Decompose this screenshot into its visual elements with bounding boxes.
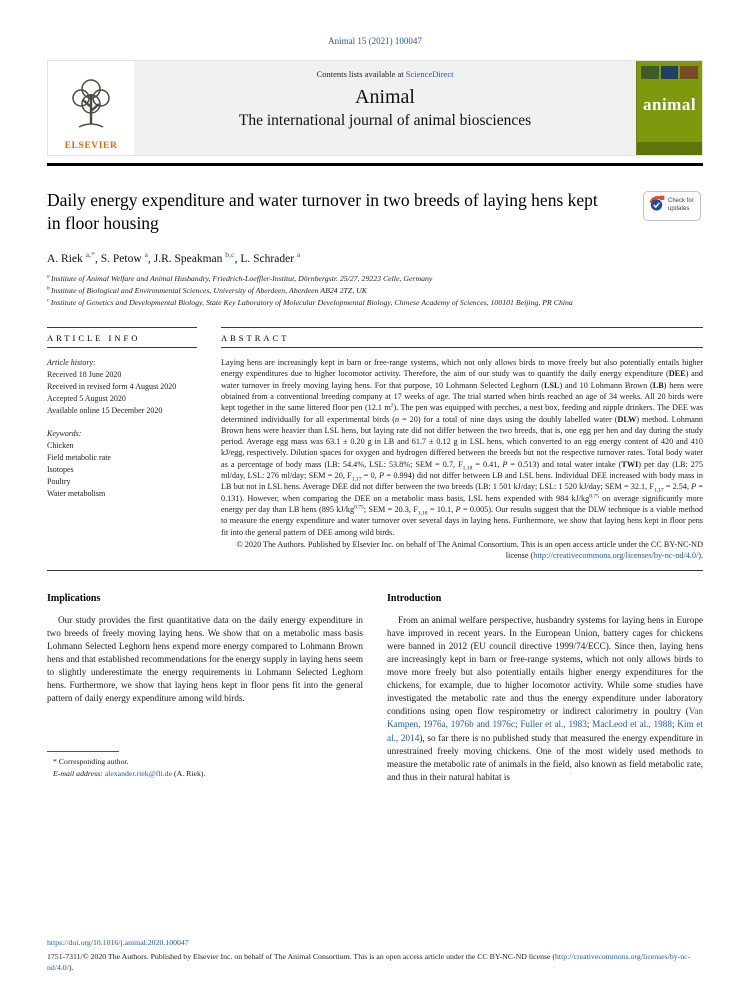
- inline-link[interactable]: MacLeod et al., 1988: [592, 719, 672, 730]
- elsevier-tree-icon: [68, 76, 114, 139]
- keywords-label: Keywords:: [47, 428, 82, 438]
- cover-title: animal: [643, 95, 697, 114]
- elsevier-logo[interactable]: [48, 61, 134, 155]
- elsevier-wordmark: ELSEVIER: [64, 141, 118, 151]
- cover-bottom-band: [637, 142, 702, 155]
- inline-link[interactable]: Kim et al., 2014: [387, 719, 704, 743]
- keyword: Field metabolic rate: [47, 452, 111, 462]
- article-info-column: [47, 327, 197, 562]
- check-for-updates-label: Check for updates: [668, 198, 694, 212]
- banner-center: [134, 61, 636, 155]
- inline-link[interactable]: Fuller et al., 1983: [520, 719, 587, 730]
- corresponding-author-footnote: [47, 751, 363, 780]
- journal-header-banner: [47, 60, 703, 156]
- check-for-updates-button[interactable]: [643, 191, 701, 221]
- right-column: [387, 593, 703, 784]
- affiliations: [47, 273, 703, 309]
- affiliation-b: $^b$ Institute of Biological and Environmental Sciences, University of Aberdeen, Aberdeen AB24 2TZ, UK: [47, 285, 367, 295]
- journal-citation-link[interactable]: Animal 15 (2021) 100047: [328, 36, 422, 46]
- article-info-heading: ARTICLE INFO: [47, 327, 197, 348]
- inline-link[interactable]: Van Kampen, 1976a, 1976b and 1976c: [387, 706, 703, 730]
- affiliation-c: $^c$ Institute of Genetics and Developmental Biology, State Key Laboratory of Molecular Developmental Biology, Chinese Academy of Sciences, 100101 Beijing, PR China: [47, 297, 573, 307]
- abstract-text: Laying hens are increasingly kept in barn or free-range systems, which not only allows birds to move freely but also potentially entails higher energy expenditures due to higher locomotor activity. Therefore, the aim of our study was to quantify the daily energy expenditure (DEE) and water turnover in freely moving laying hens. For that purpose, 10 Lohmann Selected Leghorn (LSL) and 10 Lohmann Brown (LB) hens were obtained from a conventional breeding company at 17 weeks of age. The trial started when birds reached an age of 34 weeks. All 20 birds were kept together in the same littered floor pen (12.1 $m^2$). The pen was equipped with perches, a nest box, feeding and nipple drinkers. The DEE was determined individually for all experimental birds (n = 20) for a total of nine days using the doubly labelled water (DLW) method. Lohmann Brown hens were heavier than LSL hens, but laying rate did not differ between the two breeds, that is, one egg per hen and day during the study period. Average egg mass was 63.1 ± 0.20 g in LB and 61.7 ± 0.12 g in LSL hens, which converted to an egg energy content of 420 and 410 kJ/egg, respectively. Dilution spaces for oxygen and hydrogen differed between the breeds but not the respective turnover rates. Total body water as a percentage of body mass (LB: 54.4%, LSL: 53.8%; SEM = 0.7, $F_{1,18} = 0.41$, P = 0.513) and total water intake (TWI) per day (LB: 275 ml/day, LSL: 276 ml/day; SEM = 20, $F_{1,17} = 0$, P = 0.994) did not differ between LB and LSL hens. Individual DEE increased with body mass in LB but not in LSL hens. Average DEE did not differ between the two breeds (LB: 1 501 kJ/day; LSL: 1 520 kJ/day; SEM = 32.1, $F_{1,17} = 2.54$, P = 0.131). However, when comparing the DEE on a metabolic mass basis, LSL hens expended with 984 $kJ/kg^{0.75}$ on average significantly more energy per day than LB hens (895 $kJ/kg^{0.75}$; SEM = 20.3, $F_{1,18} = 10.1$, P = 0.005). Our results suggest that the DLW technique is a viable method to measure the energy expenditure and water turnover over several days in laying hens. Furthermore, we show that laying hens kept in floor pens fit into the general pattern of DEE among wild birds.: [221, 357, 704, 537]
- keyword: Poultry: [47, 476, 71, 486]
- inline-link[interactable]: a: [144, 249, 148, 259]
- footnote-rule: [47, 751, 119, 752]
- header-divider-rule: [47, 163, 703, 166]
- keyword: Isotopes: [47, 464, 74, 474]
- journal-subtitle: The international journal of animal biosciences: [238, 112, 532, 129]
- page-footer: [47, 937, 703, 974]
- keyword: Water metabolism: [47, 488, 106, 498]
- article-history-label: Article history:: [47, 357, 96, 367]
- doi-link[interactable]: https://doi.org/10.1016/j.animal.2020.100047: [47, 937, 189, 947]
- implications-paragraph: Our study provides the first quantitative data on the daily energy expenditure in two breeds of freely moving laying hens. We show that on a metabolic mass basis Lohmann Selected Leghorn hens expend more energy compared to Lohmann Brown hens and that established recommendations for the energy supply in laying hens seem to slightly underestimate the energy requirements in Lohmann Selected Leghorn hens. Furthermore, we show that laying hens kept in floor pens fit into the general pattern of daily energy expenditure among wild birds.: [47, 614, 363, 704]
- introduction-paragraph: From an animal welfare perspective, husbandry systems for laying hens in Europe have improved in recent years. In the European Union, battery cages for chickens were banned in 2012 (EU council directive 1999/74/ECC). Since then, laying hens are increasingly kept in barn or free-range systems, which not only allows birds to move more freely but also potentially entails higher energy expenditures for the chickens, for example, due to higher locomotor activity. While some studies have investigated the metabolic rate and thus the energy expenditure under laboratory conditions using open flow respirometry or indirect calorimetry in poultry (Van Kampen, 1976a, 1976b and 1976c; Fuller et al., 1983; MacLeod et al., 1988; Kim et al., 2014), so far there is no published study that measured the energy expenditure in unrestrained freely moving chickens. One of the most widely used methods to measure the metabolic rate of animals in the field, also known as field metabolic rate, and thus in their natural habitat is: [387, 614, 704, 782]
- abstract-copyright-line: © 2020 The Authors. Published by Elsevier Inc. on behalf of The Animal Consortium. This is an open access article under the CC BY-NC-ND license (http://creativecommons.org/licenses/by-nc-nd/4.0/).: [236, 539, 703, 561]
- inline-link[interactable]: ScienceDirect: [405, 69, 454, 79]
- cover-photo-strip: [641, 66, 698, 79]
- crossmark-icon: [648, 195, 665, 217]
- abstract-heading: ABSTRACT: [221, 327, 703, 348]
- inline-link[interactable]: alexander.riek@fli.de: [104, 769, 173, 779]
- contents-available-line: Contents lists available at ScienceDirect: [316, 69, 454, 79]
- abstract-column: [221, 327, 703, 562]
- article-title: Daily energy expenditure and water turnover in two breeds of laying hens kept in floor housing: [47, 189, 598, 234]
- footer-copyright: 1751-7311/© 2020 The Authors. Published by Elsevier Inc. on behalf of The Animal Consortium. This is an open access article under the CC BY-NC-ND license (http://creativecommons.org/licenses/by-nc-nd/4.0/).: [47, 951, 691, 973]
- journal-cover-thumbnail[interactable]: [636, 61, 702, 155]
- implications-heading: Implications: [47, 592, 101, 604]
- journal-name: Animal: [355, 86, 415, 108]
- history-line: Accepted 5 August 2020: [47, 393, 126, 403]
- inline-link[interactable]: b,c: [225, 249, 235, 259]
- history-line: Received in revised form 4 August 2020: [47, 381, 177, 391]
- corresponding-author-line: * Corresponding author.: [53, 757, 129, 767]
- inline-link[interactable]: http://creativecommons.org/licenses/by-nc-nd/4.0/: [533, 551, 699, 561]
- affiliation-a: $^a$ Institute of Animal Welfare and Animal Husbandry, Friedrich-Loeffler-Institut, Dörnbergstr. 25/27, 29223 Celle, Germany: [47, 273, 433, 283]
- inline-link[interactable]: a,*: [85, 249, 95, 259]
- inline-link[interactable]: http://creativecommons.org/licenses/by-nc-nd/4.0/: [47, 951, 691, 973]
- article-info-abstract-section: [47, 327, 703, 571]
- left-column: [47, 593, 363, 784]
- history-line: Received 18 June 2020: [47, 369, 122, 379]
- history-line: Available online 15 December 2020: [47, 405, 163, 415]
- email-line: E-mail address: alexander.riek@fli.de (A. Riek).: [53, 769, 206, 779]
- inline-link[interactable]: a: [296, 249, 301, 259]
- keyword: Chicken: [47, 440, 74, 450]
- author-list: A. Riek $^{a,*}$, S. Petow $^a$, J.R. Speakman $^{b,c}$, L. Schrader $^a$: [47, 249, 301, 265]
- introduction-heading: Introduction: [387, 592, 442, 604]
